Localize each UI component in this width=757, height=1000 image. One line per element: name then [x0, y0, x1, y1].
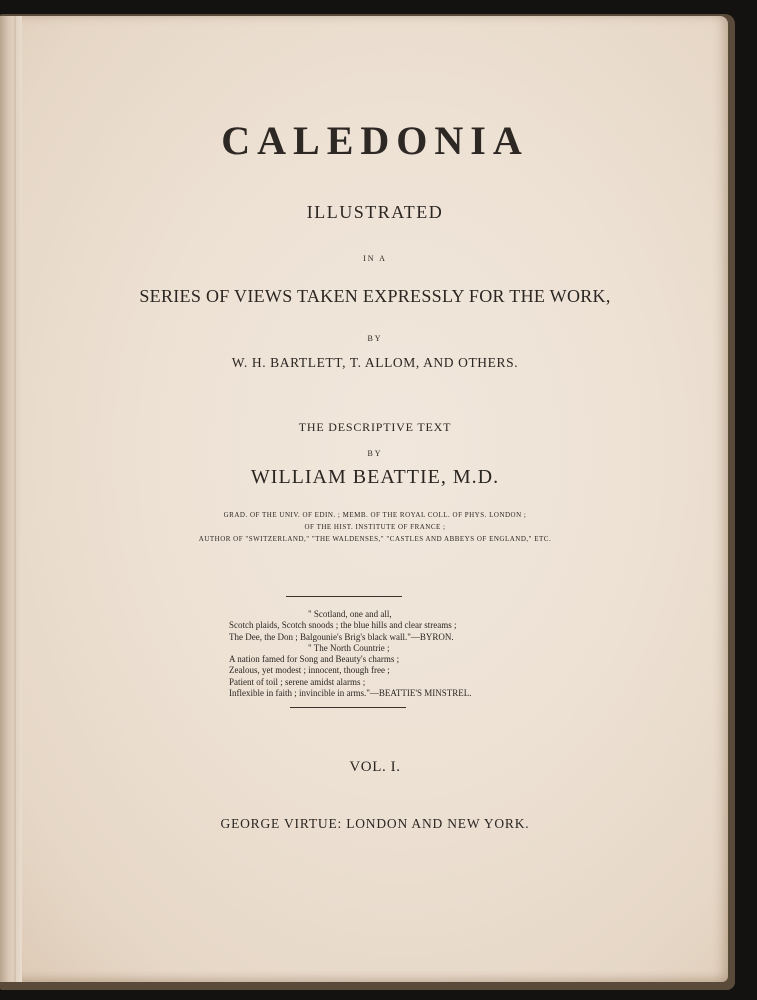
- title-page-text: [30, 16, 720, 982]
- poem-line: Patient of toil ; serene amidst alarms ;: [229, 676, 366, 687]
- poem-line: The Dee, the Don ; Balgounie's Brig's black wall."—BYRON.: [229, 631, 454, 642]
- author-credentials-line: GRAD. OF THE UNIV. OF EDIN. ; MEMB. OF THE ROYAL COLL. OF PHYS. LONDON ;: [223, 511, 527, 519]
- publisher-imprint: GEORGE VIRTUE: LONDON AND NEW YORK.: [220, 816, 530, 831]
- poem-line: Zealous, yet modest ; innocent, though free ;: [229, 665, 390, 676]
- divider-rule-bottom: [290, 707, 406, 708]
- subtitle-illustrated: ILLUSTRATED: [306, 202, 444, 222]
- gutter-crease: [14, 16, 16, 982]
- artists-line: W. H. BARTLETT, T. ALLOM, AND OTHERS.: [231, 355, 519, 370]
- in-a-text: IN A: [363, 254, 387, 263]
- author-name: WILLIAM BEATTIE, M.D.: [250, 466, 500, 488]
- epigraph-poem: [30, 609, 720, 699]
- poem-line: A nation famed for Song and Beauty's charms ;: [229, 654, 400, 665]
- descriptive-text-heading: THE DESCRIPTIVE TEXT: [298, 420, 452, 434]
- by-text-author: BY: [367, 449, 383, 458]
- poem-line: " The North Countrie ;: [308, 642, 390, 653]
- divider-rule-top: [286, 596, 402, 597]
- book-gutter: [0, 16, 22, 982]
- poem-line: Inflexible in faith ; invincible in arms."—BEATTIE'S MINSTREL.: [229, 688, 472, 699]
- author-credentials-line: OF THE HIST. INSTITUTE OF FRANCE ;: [304, 523, 446, 531]
- author-credentials-line: AUTHOR OF "SWITZERLAND," "THE WALDENSES," "CASTLES AND ABBEYS OF ENGLAND," ETC.: [198, 535, 552, 543]
- series-line: SERIES OF VIEWS TAKEN EXPRESSLY FOR THE WORK,: [139, 286, 611, 306]
- poem-line: Scotch plaids, Scotch snoods ; the blue hills and clear streams ;: [229, 620, 457, 631]
- volume-number: VOL. I.: [349, 759, 401, 775]
- by-text-artists: BY: [367, 334, 383, 343]
- poem-line: " Scotland, one and all,: [308, 609, 392, 619]
- book-title: CALEDONIA: [221, 118, 529, 163]
